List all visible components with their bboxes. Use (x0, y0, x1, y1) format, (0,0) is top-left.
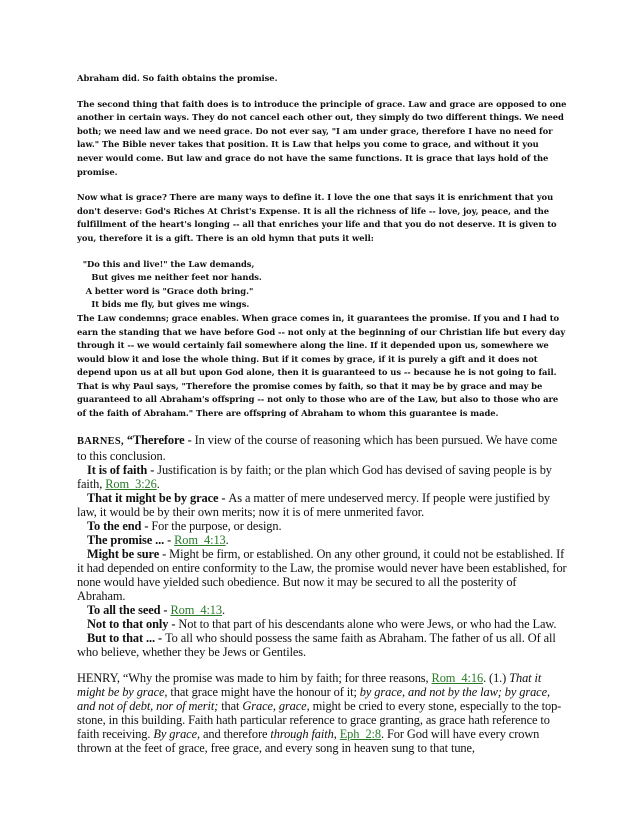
scripture-link[interactable]: Rom_4:13 (174, 532, 226, 547)
henry-italic: That it might be by grace, (77, 670, 542, 699)
henry-text: . For God will have every crown thrown at the feet of grace, free grace, and every song in heaven sung to that tune, (77, 726, 540, 755)
entry-term: But to that ... - (87, 630, 166, 645)
barnes-entry (77, 519, 567, 533)
paragraph-4: The Law condemns; grace enables. When grace comes in, it guarantees the promise. If you and I had to earn the standing that we have before God -- not only at the beginning of our Christian life but every day through it -- we would certainly fail somewhere along the line. If it depended upon us, somewhere we would blow it and lose the whole thing. But if it comes by grace, if it is purely a gift and it does not depend upon us at all but upon God alone, then it is guaranteed to us -- because he is not going to fail. That is why Paul says, "Therefore the promise comes by faith, so that it may be by grace and may be guaranteed to all Abraham's offspring -- not only to those who are of the Law, but also to those who are of the faith of Abraham." There are offspring of Abraham to whom this guarantee is made. (77, 312, 566, 419)
commentary-block (77, 72, 567, 421)
barnes-entry (77, 533, 567, 547)
barnes-label: BARNES, (77, 435, 124, 447)
entry-text: Justification is by faith; or the plan which God has devised of saving people is by faith, (77, 462, 552, 491)
henry-text: might be cried to every stone, especially to the top-stone, in this building. Faith hath particular reference to grace granting, as grace hath reference to faith receiving. (77, 698, 562, 741)
entry-text: As a matter of mere undeserved mercy. If people were justified by law, it would be by their own merits; now it is of mere unmerited favor. (77, 490, 551, 519)
entry-end: . (156, 476, 160, 491)
barnes-intro (77, 433, 567, 463)
henry-commentary (77, 671, 567, 755)
henry-italic: by grace, and not by the law; by grace, and not of debt, nor of merit; (77, 684, 550, 713)
henry-text: , (333, 726, 340, 741)
henry-text: that (218, 698, 243, 713)
henry-italic: By grace, (153, 726, 200, 741)
entry-term: To all the seed - (87, 602, 171, 617)
paragraph-3: Now what is grace? There are many ways to define it. I love the one that says it is enrichment that you don't deserve: God's Riches At Christ's Expense. It is all the richness of life -- love, joy, peace, and the fulfillment of the heart's longing -- all that enriches your life and that you do not deserve. It is given to you, therefore it is a gift. There is an old hymn that puts it well: (77, 192, 557, 243)
henry-italic: through faith (270, 726, 334, 741)
entry-term: To the end - (87, 518, 152, 533)
entry-text: Might be firm, or established. On any other ground, it could not be established. If it had depended on entire conformity to the Law, the promise would never have been established, for none would have yielded such obedience. But now it may be secured to all the posterity of Abraham. (77, 546, 567, 603)
entry-end: . (225, 532, 229, 547)
entry-term: Might be sure - (87, 546, 170, 561)
henry-text: . (1.) (483, 670, 510, 685)
poem-line: But gives me neither feet nor hands. (77, 272, 262, 283)
entry-term: Not to that only - (87, 616, 179, 631)
entry-text: For the purpose, or design. (151, 518, 282, 533)
entry-term: The promise ... - (87, 532, 175, 547)
henry-text: that grace might have the honour of it; (167, 684, 360, 699)
poem-line: A better word is "Grace doth bring." (77, 285, 254, 296)
barnes-entry (77, 631, 567, 659)
henry-text: and therefore (199, 726, 271, 741)
poem-line: "Do this and live!" the Law demands, (77, 258, 255, 269)
barnes-intro-text: In view of the course of reasoning which has been pursued. We have come to this conclusion. (77, 432, 558, 463)
scripture-link[interactable]: Rom_3:26 (105, 476, 157, 491)
entry-text: Not to that part of his descendants alone who were Jews, or who had the Law. (178, 616, 557, 631)
barnes-entry (77, 547, 567, 603)
barnes-entry (77, 491, 567, 519)
hymn-poem (77, 258, 567, 312)
barnes-entry (77, 617, 567, 631)
barnes-heading: “Therefore - (126, 432, 195, 447)
scripture-link[interactable]: Rom_4:16 (431, 670, 484, 685)
scripture-link[interactable]: Rom_4:13 (170, 602, 222, 617)
document-page (77, 72, 567, 755)
henry-text: HENRY, “Why the promise was made to him by faith; for three reasons, (77, 670, 432, 685)
entry-text: To all who should possess the same faith as Abraham. The father of us all. Of all who believe, whether they be Jews or Gentiles. (77, 630, 556, 659)
entry-term: It is of faith - (87, 462, 158, 477)
entry-end: . (221, 602, 225, 617)
scripture-link[interactable]: Eph_2:8 (339, 726, 381, 741)
barnes-entry (77, 603, 567, 617)
paragraph-1: Abraham did. So faith obtains the promise. (77, 73, 278, 83)
barnes-commentary (77, 433, 567, 659)
barnes-entry (77, 463, 567, 491)
poem-line: It bids me fly, but gives me wings. (77, 299, 250, 310)
entry-term: That it might be by grace - (87, 490, 229, 505)
paragraph-2: The second thing that faith does is to introduce the principle of grace. Law and grace are opposed to one another in certain ways. They do not cancel each other out, they simply do two different things. We need both; we need law and we need grace. Do not ever say, "I am under grace, therefore I have no need for law." The Bible never takes that position. It is Law that helps you come to grace, and without it you never would come. But law and grace do not have the same functions. It is grace that lays hold of the promise. (77, 98, 567, 177)
henry-italic: Grace, grace, (242, 698, 310, 713)
